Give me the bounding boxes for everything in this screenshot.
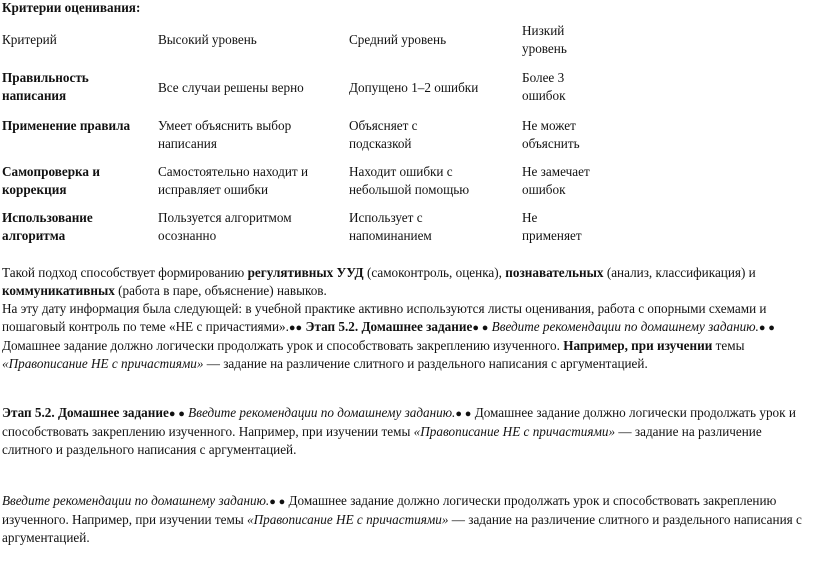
paragraph-uud [2,264,777,300]
row1-low: Более 3 ошибок [522,70,566,103]
p1-bold-1: регулятивных УУД [247,265,364,280]
section-title: Критерии оценивания: [2,0,141,15]
p2-italic-2: «Правописание НЕ с причастиями» [2,356,204,371]
p4-italic-1: Введите рекомендации по домашнему заданию. [2,493,270,508]
p4-text-1: Домашнее задание должно логически продолжать урок и способствовать закреплению изученного. Например, при изучении темы [2,493,777,527]
row3-high: Самостоятельно находит и исправляет ошибки [158,164,309,197]
header-high: Высокий уровень [158,32,257,47]
row2-low: Не может объяснить [522,118,580,151]
bullet-dots-icon: ● ● [269,496,286,508]
header-low: Низкий уровень [522,23,567,56]
bullet-dots-icon: ●● [288,322,303,334]
p3-italic-2: «Правописание НЕ с причастиями» [413,424,616,439]
header-criterion: Критерий [2,32,57,47]
paragraph-info [2,300,810,373]
bullet-dots-icon: ● ● [455,408,472,420]
row3-criterion: Самопроверка и коррекция [2,164,100,197]
row1-high: Все случаи решены верно [158,80,304,95]
p2-text-2: Домашнее задание должно логически продолжать урок и способствовать закреплению изученного. [2,338,564,353]
p3-italic-1: Введите рекомендации по домашнему заданию. [188,405,456,420]
p2-bold-2: Например, при изучении [563,338,713,353]
p3-bold-1: Этап 5.2. Домашнее задание [2,405,169,420]
header-mid: Средний уровень [349,32,447,47]
row4-high: Пользуется алгоритмом осознанно [158,210,292,243]
p2-italic-1: Введите рекомендации по домашнему заданию. [491,319,759,334]
p2-text-1: На эту дату информация была следующей: в учебной практике активно используются листы оценивания, работа с опорными схемами и пошаговый контроль по теме «НЕ с причастиями». [2,301,767,334]
p3-text-2: — задание на различение слитного и раздельного написания с аргументацией. [2,424,762,457]
row4-mid: Использует с напоминанием [349,210,432,243]
p2-text-4: — задание на различение слитного и раздельного написания с аргументацией. [203,356,648,371]
row1-mid: Допущено 1–2 ошибки [349,80,479,95]
p4-italic-2: «Правописание НЕ с причастиями» [247,512,449,527]
p2-bold-1: Этап 5.2. Домашнее задание [305,319,473,334]
row2-high: Умеет объяснить выбор написания [158,118,292,151]
bullet-dots-icon: ● ● [168,408,185,420]
p1-bold-3: коммуникативных [2,283,115,298]
row3-low: Не замечает ошибок [522,164,590,197]
p1-text-4: (работа в паре, объяснение) навыков. [114,283,327,298]
row4-low: Не применяет [522,210,582,243]
p1-text-2: (самоконтроль, оценка), [363,265,506,280]
p1-text-1: Такой подход способствует формированию [2,265,248,280]
bullet-dots-icon: ● ● [758,322,775,334]
row2-criterion: Применение правила [2,118,131,133]
p2-text-3: темы [712,338,745,353]
p1-bold-2: познавательных [505,265,604,280]
row1-criterion: Правильность написания [2,70,89,103]
p3-text-1: Домашнее задание должно логически продолжать урок и способствовать закреплению изученного. Например, при изучении темы [2,405,796,439]
paragraph-stage-52 [2,404,810,459]
paragraph-recommendations [2,492,810,547]
p1-text-3: (анализ, классификация) и [603,265,756,280]
p4-text-2: — задание на различение слитного и раздельного написания с аргументацией. [2,512,802,545]
row3-mid: Находит ошибки с небольшой помощью [349,164,470,197]
bullet-dots-icon: ● ● [472,322,489,334]
row2-mid: Объясняет с подсказкой [349,118,418,151]
row4-criterion: Использование алгоритма [2,210,93,243]
